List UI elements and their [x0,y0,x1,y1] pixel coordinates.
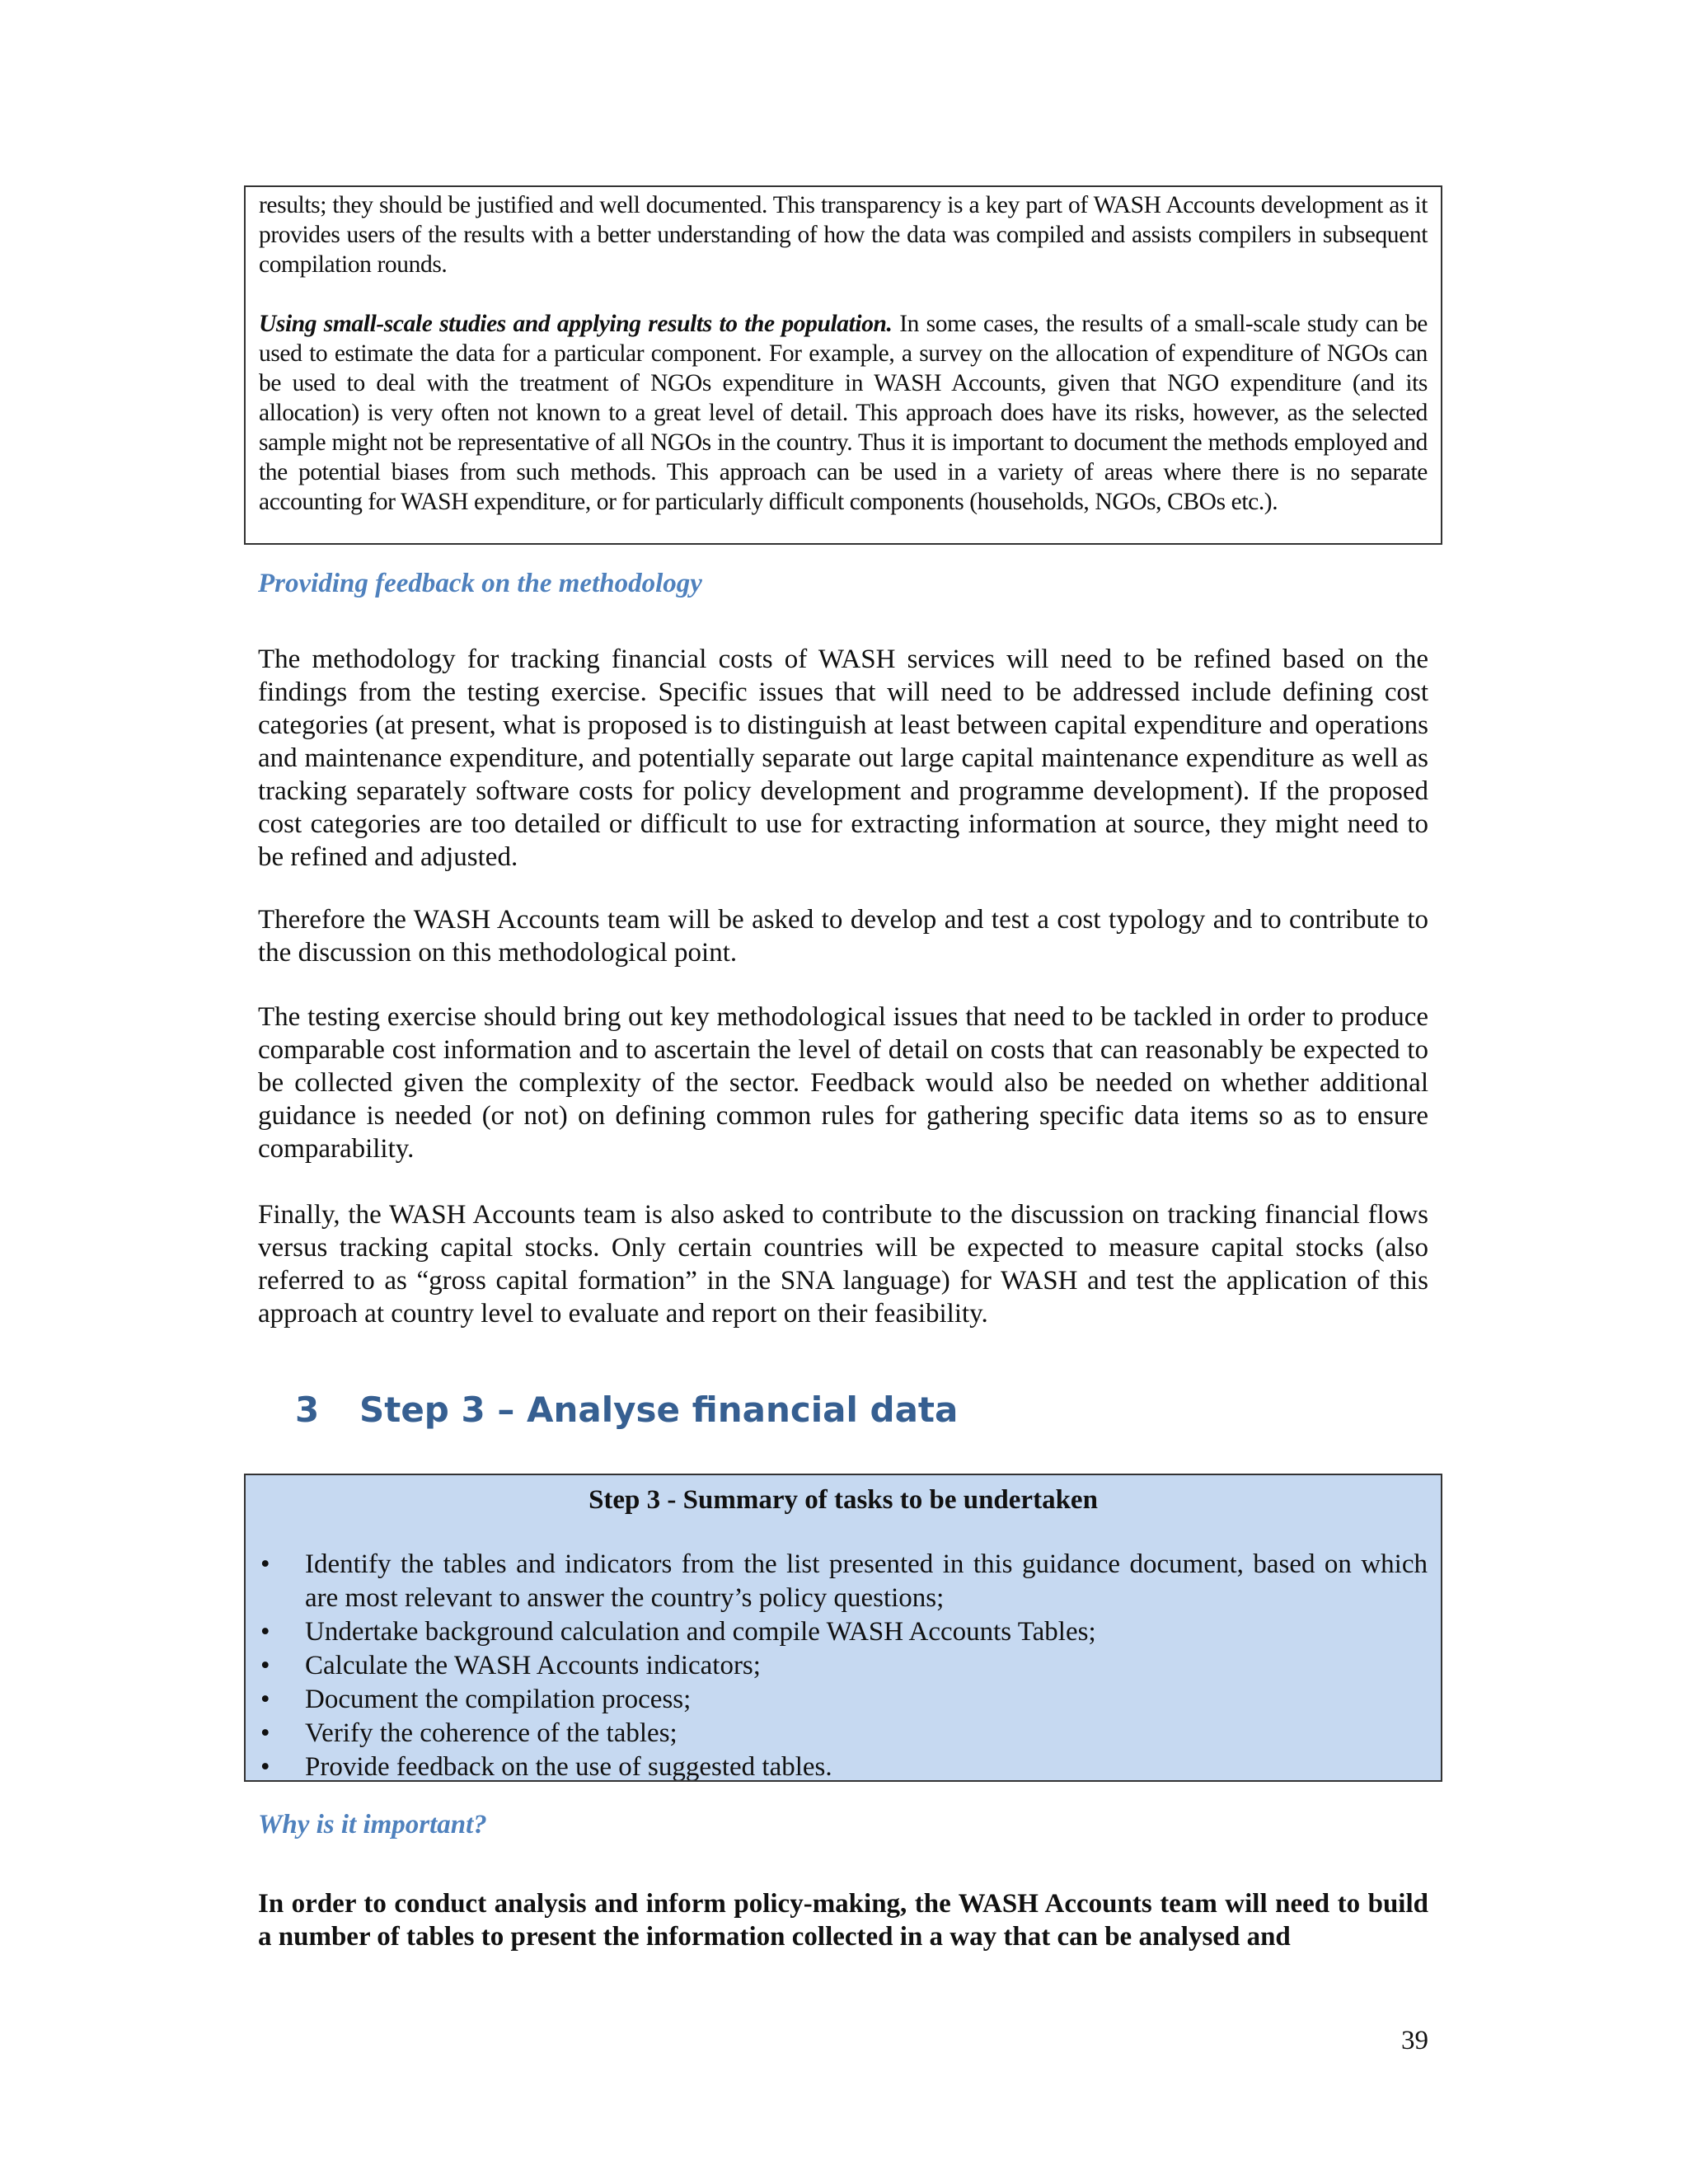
box-paragraph-body: In some cases, the results of a small-scale study can be used to estimate the data for a particular component. For example, a survey on the allocation of expenditure of NGOs can be used to deal with the treatment of NGOs expenditure in WASH Accounts, given that NGO expenditure (and its allocation) is very often not known to a great level of detail. This approach does have its risks, however, as the selected sample might not be representative of all NGOs in the country. Thus it is important to document the methods employed and the potential biases from such methods. This approach can be used in a variety of areas where there is no separate accounting for WASH expenditure, or for particularly difficult components (households, NGOs, CBOs etc.). [259,311,1428,515]
list-item-text: Undertake background calculation and compile WASH Accounts Tables; [305,1617,1096,1647]
bullet-icon: • [260,1718,270,1748]
list-item [259,1683,1428,1717]
section-heading [295,1390,958,1430]
bullet-icon: • [260,1549,270,1579]
list-item [259,1750,1428,1782]
section-number: 3 [295,1390,320,1430]
importance-heading: Why is it important? [258,1810,487,1840]
feedback-paragraph-2: Therefore the WASH Accounts team will be asked to develop and test a cost typology and to contribute to the discussion on this methodological point. [258,905,1428,968]
bullet-icon: • [260,1651,270,1680]
feedback-heading: Providing feedback on the methodology [258,569,702,598]
bullet-icon: • [260,1617,270,1647]
list-item-text: Verify the coherence of the tables; [305,1718,678,1748]
summary-task-list [259,1548,1428,1782]
methods-box [244,185,1442,545]
box-paragraph-transparency: results; they should be justified and well documented. This transparency is a key part of WASH Accounts development as it provides users of the results with a better understanding of how the data was compiled and assists compilers in subsequent compilation rounds. [259,192,1428,278]
list-item [259,1615,1428,1649]
list-item-text: Calculate the WASH Accounts indicators; [305,1651,761,1680]
box-paragraph-lead: Using small-scale studies and applying results to the population. [259,311,893,337]
list-item-text: Identify the tables and indicators from the list presented in this guidance document, based on which are most relevant to answer the country’s policy questions; [305,1549,1428,1613]
section-title: Step 3 – Analyse financial data [359,1390,959,1430]
importance-paragraph-1: In order to conduct analysis and inform policy-making, the WASH Accounts team will need to build a number of tables to present the information collected in a way that can be analysed and [258,1889,1428,1952]
list-item [259,1649,1428,1683]
summary-box [244,1474,1442,1782]
feedback-paragraph-1: The methodology for tracking financial costs of WASH services will need to be refined based on the findings from the testing exercise. Specific issues that will need to be addressed include defining cost categories (at present, what is proposed is to distinguish at least between capital expenditure and operations and maintenance expenditure, and potentially separate out large capital maintenance expenditure as well as tracking separately software costs for policy development and programme development). If the proposed cost categories are too detailed or difficult to use for extracting information at source, they might need to be refined and adjusted. [258,644,1428,872]
feedback-paragraph-3: The testing exercise should bring out key methodological issues that need to be tackled in order to produce comparable cost information and to ascertain the level of detail on costs that can reasonably be expected to be collected given the complexity of the sector. Feedback would also be needed on whether additional guidance is needed (or not) on defining common rules for gathering specific data items so as to ensure comparability. [258,1002,1428,1164]
list-item-text: Document the compilation process; [305,1685,692,1714]
feedback-paragraph-4: Finally, the WASH Accounts team is also asked to contribute to the discussion on tracking financial flows versus tracking capital stocks. Only certain countries will be expected to measure capital stocks (also referred to as “gross capital formation” in the SNA language) for WASH and test the application of this approach at country level to evaluate and report on their feasibility. [258,1200,1428,1329]
summary-box-title: Step 3 - Summary of tasks to be undertaken [588,1485,1098,1515]
list-item [259,1717,1428,1750]
bullet-icon: • [260,1752,270,1782]
page-number: 39 [1401,2026,1428,2055]
bullet-icon: • [260,1685,270,1714]
list-item-text: Provide feedback on the use of suggested tables. [305,1752,832,1782]
list-item [259,1548,1428,1615]
box-paragraph-small-scale [259,309,1428,517]
